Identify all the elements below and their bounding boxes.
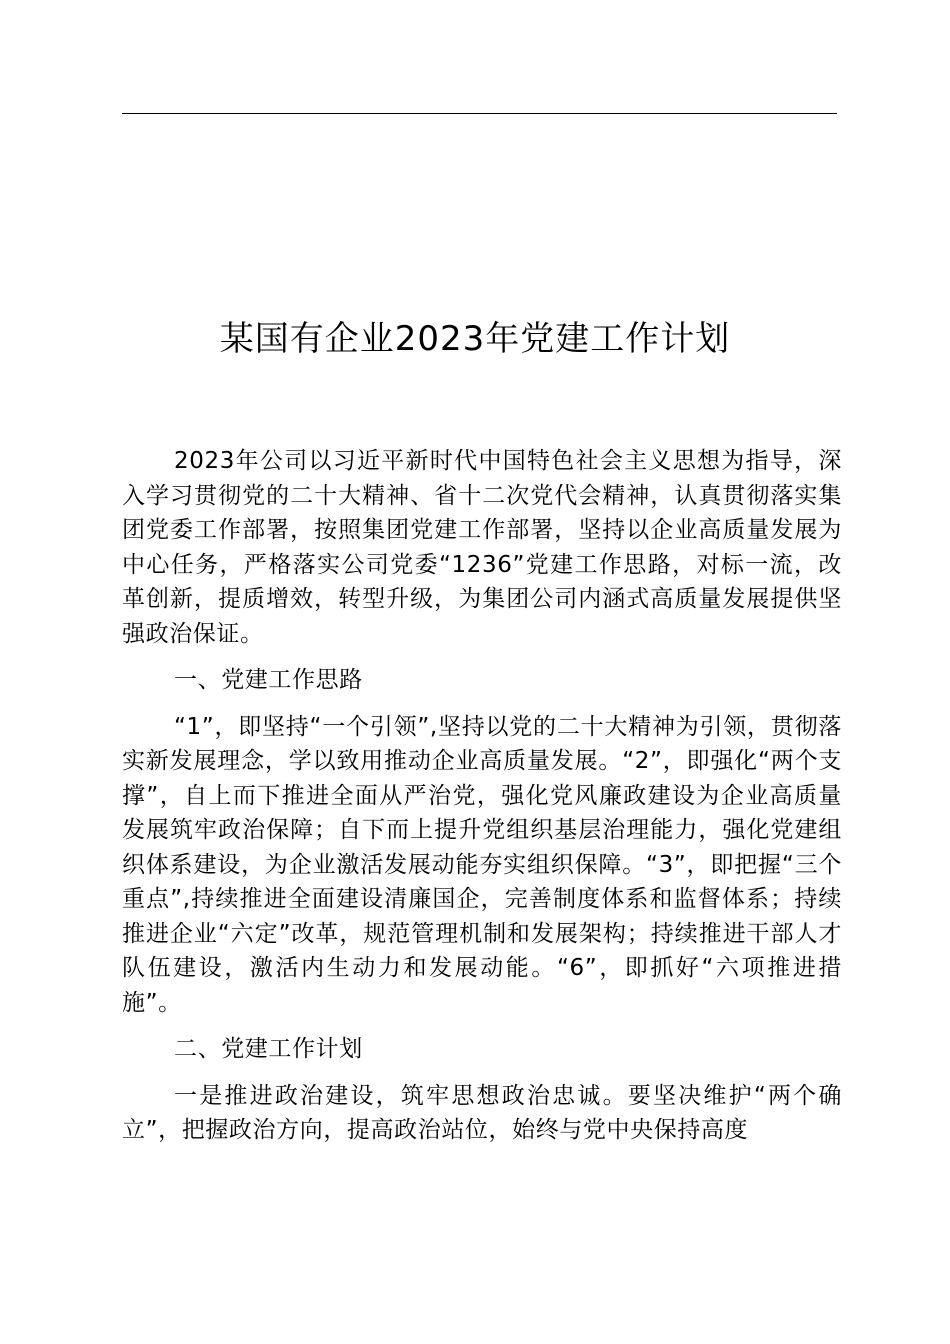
section-1-paragraph: “1”，即坚持“一个引领”,坚持以党的二十大精神为引领，贯彻落实新发展理念，学以致用推动企业高质量发展。“2”，即强化“两个支撑”，自上而下推进全面从严治党，强化党风廉政建设为企业高质量发展筑牢政治保障；自下而上提升党组织基层治理能力，强化党建组织体系建设，为企业激活发展动能夯实组织保障。“3”，即把握“三个重点”,持续推进全面建设清廉国企，完善制度体系和监督体系；持续推进企业“六定”改革，规范管理机制和发展架构；持续推进干部人才队伍建设，激活内生动力和发展动能。“6”，即抓好“六项推进措施”。 bbox=[122, 713, 842, 1016]
section-heading-2: 二、党建工作计划 bbox=[174, 1036, 363, 1062]
section-heading-1: 一、党建工作思路 bbox=[174, 667, 363, 693]
document-title: 某国有企业2023年党建工作计划 bbox=[219, 319, 731, 359]
section-2-paragraph: 一是推进政治建设，筑牢思想政治忠诚。要坚决维护“两个确立”，把握政治方向，提高政治站位，始终与党中央保持高度 bbox=[122, 1082, 842, 1143]
intro-paragraph: 2023年公司以习近平新时代中国特色社会主义思想为指导，深入学习贯彻党的二十大精神、省十二次党代会精神，认真贯彻落实集团党委工作部署，按照集团党建工作部署，坚持以企业高质量发展为中心任务，严格落实公司党委“1236”党建工作思路，对标一流，改革创新，提质增效，转型升级，为集团公司内涵式高质量发展提供坚强政治保证。 bbox=[122, 448, 842, 647]
document-body bbox=[122, 444, 842, 1160]
header-rule bbox=[122, 113, 837, 114]
